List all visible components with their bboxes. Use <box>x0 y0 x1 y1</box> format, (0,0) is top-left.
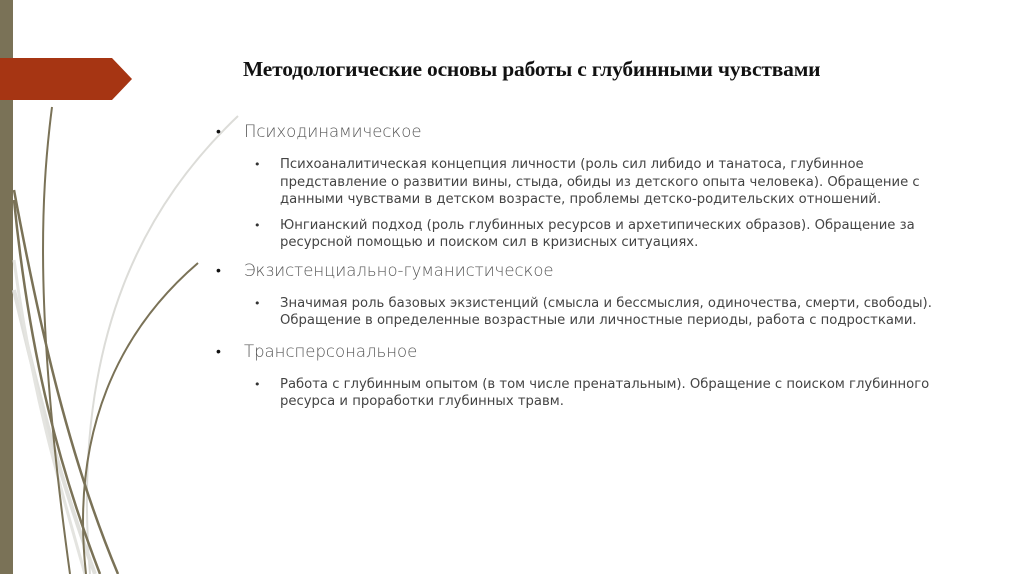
slide-title: Методологические основы работы с глубинными чувствами <box>243 57 821 81</box>
bullet-icon: • <box>216 124 221 140</box>
section-heading-psychodynamic: • Психодинамическое <box>216 120 976 144</box>
bullet-icon: • <box>254 158 261 171</box>
bullet-icon: • <box>216 262 221 279</box>
list-item: • Юнгианский подход (роль глубинных ресурсов и архетипических образов). Обращение за ресурсной помощью и поиском сил в кризисных ситуациях. <box>254 217 915 250</box>
bullet-icon: • <box>254 296 261 310</box>
list-item: • Значимая роль базовых экзистенций (смысла и бессмыслия, одиночества, смерти, свободы). Обращение в определенные возрастные или личностные периоды, работа с подростками. <box>254 295 932 328</box>
accent-arrow <box>0 58 134 101</box>
slide-content <box>216 120 976 411</box>
bullet-icon: • <box>254 218 261 232</box>
section-heading-existential: • Экзистенциально-гуманистическое <box>216 259 976 283</box>
list-item: • Работа с глубинным опытом (в том числе пренатальным). Обращение с поиском глубинного ресурса и проработки глубинных травм. <box>254 376 930 409</box>
bullet-icon: • <box>216 343 221 360</box>
section-heading-transpersonal: • Трансперсональное <box>216 340 976 364</box>
list-item: • Психоаналитическая концепция личности (роль сил либидо и танатоса, глубинное представление о развитии вины, стыда, обиды из детского опыта человека). Обращение с данными чувствами в детском возрасте, проблемы детско-родительских отношений. <box>254 157 920 207</box>
bullet-icon: • <box>254 377 261 391</box>
